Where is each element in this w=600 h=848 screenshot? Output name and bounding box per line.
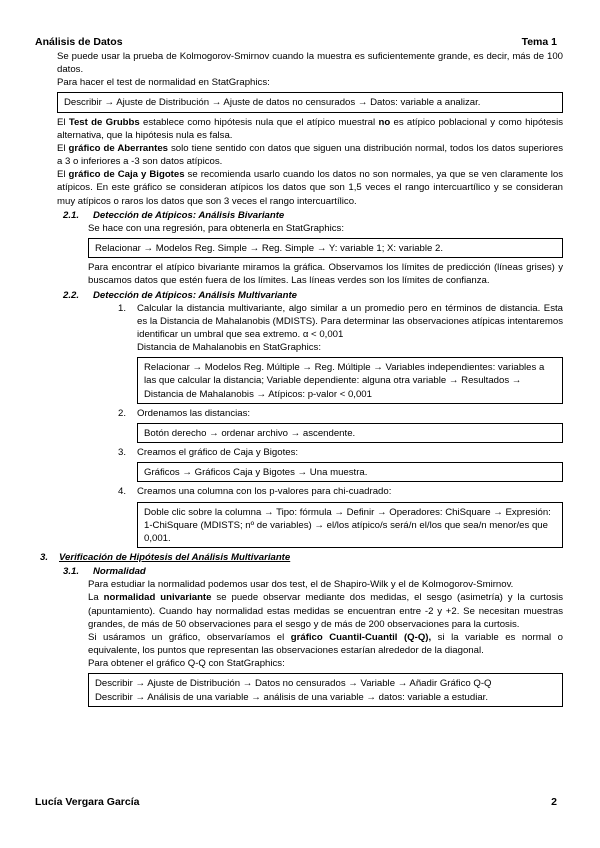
section-2-2-heading: 2.2. Detección de Atípicos: Análisis Multivariante — [63, 289, 298, 301]
section-3-1-heading: 3.1. Normalidad — [63, 566, 146, 578]
paragraph-kolmogorov: Se puede usar la prueba de Kolmogorov-Smirnov cuando la muestra es suficientemente grande, es decir, más de 100 datos. — [57, 51, 563, 76]
section-3-1-p3: Si usáramos un gráfico, observaríamos el gráfico Cuantil-Cuantil (Q-Q), si la variable es normal o equivalente, los puntos que representan las observaciones estarían alrededor de la diagonal. — [88, 631, 564, 657]
paragraph-grubbs: El Test de Grubbs establece como hipótesis nula que el atípico muestral no es atípico poblacional y como hipótesis alternativa, que la hipótesis nula es falsa. — [57, 116, 564, 141]
section-3-1-p1: Para estudiar la normalidad podemos usar dos test, el de Shapiro-Wilk y el de Kolmogorov-Smirnov. — [88, 579, 514, 591]
list-item-1-extra: Distancia de Mahalanobis en StatGraphics: — [137, 342, 321, 354]
header-topic: Tema 1 — [521, 36, 557, 48]
instruction-box-normality: Describir → Ajuste de Distribución → Ajuste de datos no censurados → Datos: variable a analizar. — [57, 92, 563, 112]
section-3-heading: 3. Verificación de Hipótesis del Análisis Multivariante — [40, 552, 291, 563]
instruction-box-sort: Botón derecho → ordenar archivo → ascendente. — [137, 423, 563, 443]
instruction-qq-line-1: Describir → Ajuste de Distribución → Datos no censurados → Variable → Añadir Gráfico Q-Q — [95, 678, 492, 690]
instruction-box-mahalanobis: Relacionar → Modelos Reg. Múltiple → Reg. Múltiple → Variables independientes: variables a las que calcular la distancia; Variable dependiente: alguna otra variable → Resultados → Distancia de Mahalanobis → Atípicos: p-valor < 0,001 — [137, 357, 563, 403]
page-footer — [35, 796, 565, 810]
paragraph-statgraphics-intro: Para hacer el test de normalidad en StatGraphics: — [57, 77, 270, 89]
paragraph-aberrantes: El gráfico de Aberrantes solo tiene sentido con datos que siguen una distribución normal, todos los datos superiores a 3 o inferiores a -3 son datos atípicos. — [57, 142, 563, 168]
page-header — [35, 36, 565, 50]
section-2-1-heading: 2.1. Detección de Atípicos: Análisis Bivariante — [63, 209, 285, 221]
instruction-box-qq — [88, 673, 563, 706]
list-item-3: 3. Creamos el gráfico de Caja y Bigotes: — [118, 447, 299, 459]
section-3-1-p4: Para obtener el gráfico Q-Q con StatGraphics: — [88, 658, 285, 670]
instruction-box-boxplot: Gráficos → Gráficos Caja y Bigotes → Una muestra. — [137, 462, 563, 482]
paragraph-caja-bigotes: El gráfico de Caja y Bigotes se recomienda usarlo cuando los datos no son normales, ya que se ven claramente los atípicos. En este gráfico se consideran atípicos los datos que son 1,5 veces el rango intercuartílico y se consideran muy atípicos o raros los datos que son 3 veces el rango intercuartílico. — [57, 169, 563, 207]
header-subject: Análisis de Datos — [35, 36, 123, 48]
instruction-box-chisquare: Doble clic sobre la columna → Tipo: fórmula → Definir → Operadores: ChiSquare → Expresión: 1-ChiSquare (MDISTS; nº de variables) → el/los atípico/s será/n el/los que sea/n menor/es que 0,001. — [137, 502, 563, 548]
page-body — [35, 50, 563, 710]
page-number: 2 — [551, 796, 557, 808]
list-item-4: 4. Creamos una columna con los p-valores para chi-cuadrado: — [118, 486, 392, 498]
instruction-box-regression: Relacionar → Modelos Reg. Simple → Reg. Simple → Y: variable 1; X: variable 2. — [88, 238, 563, 258]
footer-author: Lucía Vergara García — [35, 796, 140, 808]
section-3-1-p2: La normalidad univariante se puede observar mediante dos medidas, el sesgo (asimetría) y la curtosis (apuntamiento). Cuando hay normalidad estas medidas se encuentran entre -2 y +2. Se necesitan muestras grandes, de más de 50 observaciones para el sesgo y de más de 200 observaciones para la curtosis. — [88, 592, 564, 630]
instruction-qq-line-2: Describir → Análisis de una variable → análisis de una variable → datos: variable a estudiar. — [95, 691, 489, 703]
section-2-1-text: Para encontrar el atípico bivariante miramos la gráfica. Observamos los límites de predicción (líneas grises) y buscamos datos que estén fuera de los límites. Las líneas verdes son los límites de confianza. — [88, 262, 563, 287]
section-2-1-intro: Se hace con una regresión, para obtenerla en StatGraphics: — [88, 222, 344, 234]
list-item-2: 2. Ordenamos las distancias: — [118, 407, 251, 419]
list-item-1: 1. Calcular la distancia multivariante, algo similar a un promedio pero en términos de distancia. Esta es la Distancia de Mahalanobis (MDISTS). Para determinar las observaciones atípicas intentaremos identificar un umbral que sea extremo. α < 0,001 — [118, 302, 563, 340]
